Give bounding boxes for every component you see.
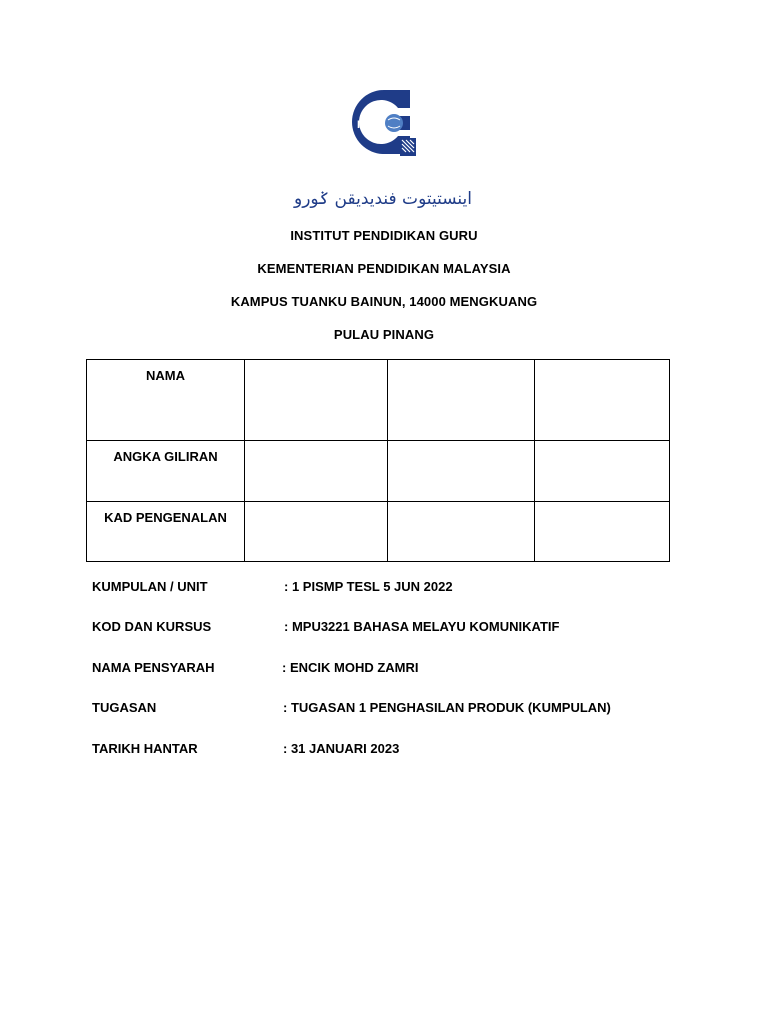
info-key: TUGASAN bbox=[92, 700, 157, 715]
ministry-name: KEMENTERIAN PENDIDIKAN MALAYSIA bbox=[257, 261, 511, 276]
campus-address: KAMPUS TUANKU BAINUN, 14000 MENGKUANG bbox=[230, 294, 538, 309]
nama-label: NAMA bbox=[87, 360, 245, 441]
table-row bbox=[87, 360, 670, 441]
angka-giliran-cell-3 bbox=[535, 441, 670, 502]
table-row bbox=[87, 441, 670, 502]
nama-cell-2 bbox=[388, 360, 535, 441]
svg-text:IPG: IPG bbox=[357, 119, 376, 131]
info-value: : 1 PISMP TESL 5 JUN 2022 bbox=[284, 579, 453, 594]
info-value: : 31 JANUARI 2023 bbox=[283, 741, 400, 756]
angka-giliran-cell-2 bbox=[388, 441, 535, 502]
svg-text:اينستيتوت فنديديقن ݢورو: اينستيتوت فنديديقن ݢورو bbox=[293, 189, 473, 209]
nama-cell-1 bbox=[245, 360, 388, 441]
info-value: : TUGASAN 1 PENGHASILAN PRODUK (KUMPULAN) bbox=[283, 700, 611, 715]
jawi-name-logo bbox=[274, 182, 492, 212]
kad-pengenalan-cell-2 bbox=[388, 502, 535, 562]
institute-name: INSTITUT PENDIDIKAN GURU bbox=[290, 228, 478, 243]
angka-giliran-label: ANGKA GILIRAN bbox=[87, 441, 245, 502]
kad-pengenalan-label: KAD PENGENALAN bbox=[87, 502, 245, 562]
angka-giliran-cell-1 bbox=[245, 441, 388, 502]
nama-cell-3 bbox=[535, 360, 670, 441]
ipg-logo-icon bbox=[350, 86, 418, 158]
state-name: PULAU PINANG bbox=[333, 327, 435, 342]
table-row bbox=[87, 502, 670, 562]
info-key: KUMPULAN / UNIT bbox=[92, 579, 208, 594]
info-key: TARIKH HANTAR bbox=[92, 741, 198, 756]
kad-pengenalan-cell-3 bbox=[535, 502, 670, 562]
info-value: : MPU3221 BAHASA MELAYU KOMUNIKATIF bbox=[284, 619, 560, 634]
kad-pengenalan-cell-1 bbox=[245, 502, 388, 562]
info-value: : ENCIK MOHD ZAMRI bbox=[282, 660, 419, 675]
info-key: KOD DAN KURSUS bbox=[92, 619, 212, 634]
members-table bbox=[86, 359, 670, 562]
info-key: NAMA PENSYARAH bbox=[92, 660, 215, 675]
